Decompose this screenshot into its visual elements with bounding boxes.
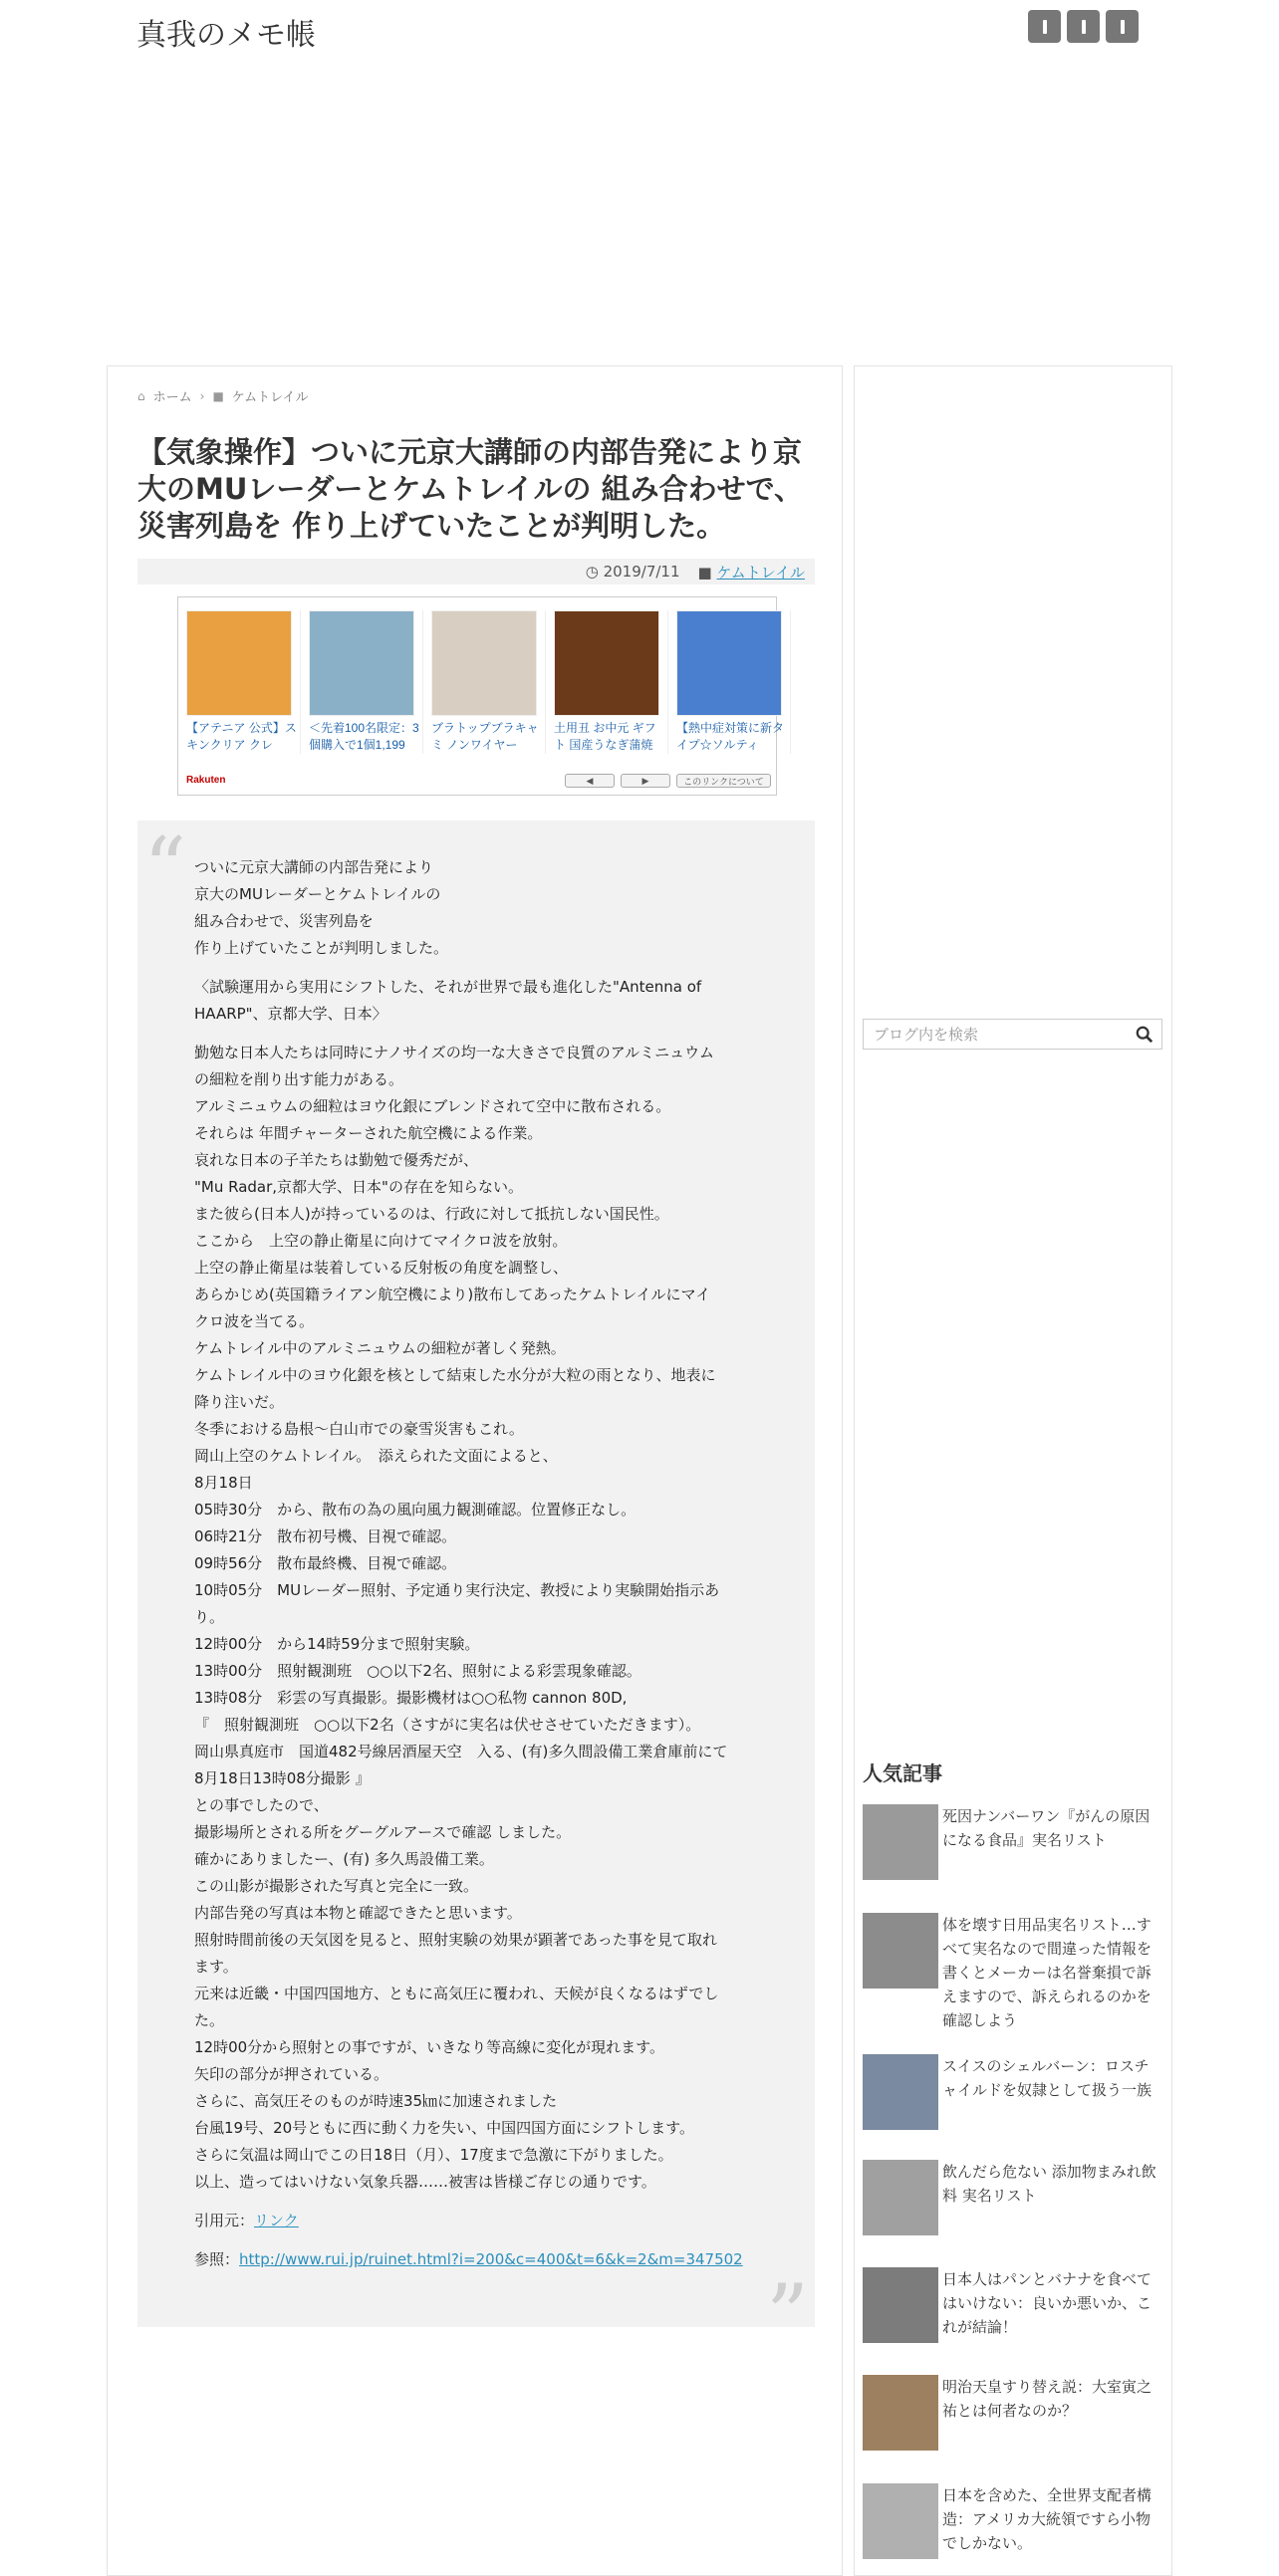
share-button-2[interactable]	[1067, 10, 1100, 43]
popular-thumbnail[interactable]	[863, 2054, 938, 2130]
ad-caption[interactable]: ＜先着100名限定：3個購入で1個1,199	[309, 721, 419, 752]
breadcrumb-home[interactable]: ホーム	[152, 390, 192, 405]
ad-caption[interactable]: 【アテニア 公式】スキンクリア クレ	[186, 721, 297, 752]
ad-item[interactable]	[676, 610, 791, 754]
popular-thumbnail[interactable]	[863, 1804, 938, 1880]
quote-line: また彼ら(日本人)が持っているのは、行政に対して抵抗しない国民性。	[194, 1205, 669, 1223]
quote-body	[194, 854, 767, 2285]
ad-prev-button[interactable]: ◀	[565, 774, 615, 788]
share-icon	[1082, 20, 1086, 34]
ad-caption[interactable]: ブラトップブラキャミ ノンワイヤー	[431, 721, 539, 752]
quote-line: 『 照射観測班 ○○以下2名（さすがに実名は伏せさせていただきます）。	[194, 1716, 701, 1734]
share-button-1[interactable]	[1028, 10, 1061, 43]
quote-intro	[194, 854, 767, 962]
ad-product-image[interactable]	[554, 610, 659, 716]
close-quote-icon: ”	[766, 2266, 809, 2364]
quote-line: 照射時間前後の天気図を見ると、照射実験の効果が顕著であった事を見て取れ	[194, 1931, 717, 1949]
quote-line: 8月18日	[194, 1474, 253, 1492]
main-content	[107, 365, 843, 2576]
ad-product-image[interactable]	[676, 610, 782, 716]
quote-line: との事でしたので、	[194, 1796, 329, 1814]
quote-line: 岡山県真庭市 国道482号線居酒屋天空 入る、(有)多久間設備工業倉庫前にて	[194, 1743, 728, 1760]
quote-line: 岡山上空のケムトレイル。 添えられた文面によると、	[194, 1447, 558, 1465]
quote-main	[194, 1040, 767, 2196]
ad-widget	[177, 596, 785, 796]
quote-line: 作り上げていたことが判明しました。	[194, 939, 449, 957]
popular-thumbnail[interactable]	[863, 2483, 938, 2559]
quote-line: 〈試験運用から実用にシフトした、それが世界で最も進化した"Antenna of	[194, 978, 702, 996]
quote-line: アルミニュウムの細粒はヨウ化銀にブレンドされて空中に散布される。	[194, 1097, 671, 1115]
popular-link[interactable]: 明治天皇すり替え説：大室寅之祐とは何者なのか？	[942, 2378, 1152, 2420]
quote-line: 撮影場所とされる所をグーグルアースで確認 しました。	[194, 1823, 572, 1841]
quote-line: 以上、造ってはいけない気象兵器……被害は皆様ご存じの通りです。	[194, 2173, 656, 2191]
search-icon[interactable]	[1136, 1026, 1153, 1044]
popular-link[interactable]: 死因ナンバーワン『がんの原因になる食品』実名リスト	[942, 1807, 1151, 1849]
breadcrumb-category[interactable]: ケムトレイル	[231, 390, 309, 405]
quote-line: 13時08分 彩雲の写真撮影。撮影機材は○○私物 cannon 80D,	[194, 1689, 628, 1707]
popular-thumbnail[interactable]	[863, 2375, 938, 2451]
quote-line: 元来は近畿・中国四国地方、ともに高気圧に覆われ、天候が良くなるはずでし	[194, 1985, 719, 2002]
folder-icon: ■	[697, 563, 712, 582]
popular-thumbnail[interactable]	[863, 1913, 938, 1989]
quote-line: 10時05分 MUレーダー照射、予定通り実行決定、教授により実験開始指示あ	[194, 1581, 720, 1599]
ad-product-image[interactable]	[309, 610, 414, 716]
open-quote-icon: “	[143, 820, 186, 917]
quote-line: 12時00分 から14時59分まで照射実験。	[194, 1635, 480, 1653]
popular-title: 人気記事	[863, 1761, 942, 1785]
quote-line: 矢印の部分が押されている。	[194, 2065, 389, 2083]
popular-thumbnail[interactable]	[863, 2160, 938, 2235]
quote-line: 哀れな日本の子羊たちは勤勉で優秀だが、	[194, 1151, 479, 1169]
ref-row	[194, 2246, 767, 2273]
quote-line: さらに、高気圧そのものが時速35㎞に加速されました	[194, 2092, 558, 2110]
ref-label: 参照：	[194, 2250, 240, 2268]
popular-link[interactable]: スイスのシェルバーン：ロスチャイルドを奴隷として扱う一族	[942, 2057, 1152, 2099]
popular-link[interactable]: 日本人はパンとバナナを食べてはいけない：良いか悪いか、これが結論！	[942, 2270, 1152, 2336]
quote-line: ついに元京大講師の内部告発により	[194, 858, 434, 876]
popular-link[interactable]: 飲んだら危ない 添加物まみれ飲料 実名リスト	[942, 2163, 1156, 2205]
cite-row	[194, 2208, 767, 2234]
quote-line: 05時30分 から、散布の為の風向風力観測確認。位置修正なし。	[194, 1501, 637, 1519]
quote-line: "Mu Radar,京都大学、日本"の存在を知らない。	[194, 1178, 523, 1196]
quote-line: ケムトレイル中のヨウ化銀を核として結束した水分が大粒の雨となり、地表に	[194, 1366, 716, 1384]
quote-line: ここから 上空の静止衛星に向けてマイクロ波を放射。	[194, 1232, 568, 1250]
quote-line: この山影が撮影された写真と完全に一致。	[194, 1877, 479, 1895]
quote-line: 06時21分 散布初号機、目視で確認。	[194, 1527, 457, 1545]
quote-line: 上空の静止衛星は装着している反射板の角度を調整し、	[194, 1259, 569, 1277]
quote-line: り。	[194, 1608, 225, 1626]
clock-icon: ◷	[585, 563, 599, 581]
folder-icon: ■	[212, 388, 224, 403]
cite-link[interactable]: リンク	[254, 2212, 299, 2229]
quote-sub	[194, 974, 767, 1028]
ad-items	[186, 610, 799, 754]
quote-line: 降り注いだ。	[194, 1393, 285, 1411]
ad-product-image[interactable]	[431, 610, 537, 716]
quote-line: 京大のMUレーダーとケムトレイルの	[194, 885, 441, 903]
popular-link[interactable]: 体を壊す日用品実名リスト…すべて実名なので間違った情報を書くとメーカーは名誉棄損で訴えますので、訴えられるのかを確認しよう	[942, 1916, 1152, 2029]
quote-line: の細粒を削り出す能力がある。	[194, 1070, 404, 1088]
ad-caption[interactable]: 土用丑 お中元 ギフト 国産うなぎ蒲焼	[554, 721, 656, 752]
quote-line: 09時56分 散布最終機、目視で確認。	[194, 1554, 457, 1572]
quote-line: さらに気温は岡山でこの日18日（月）、17度まで急激に下がりました。	[194, 2146, 673, 2164]
category-wrap	[698, 562, 805, 583]
popular-thumbnail[interactable]	[863, 2267, 938, 2343]
date-wrap	[586, 563, 680, 581]
breadcrumb	[137, 386, 309, 405]
quote-line: ケムトレイル中のアルミニュウムの細粒が著しく発熱。	[194, 1339, 566, 1357]
quote-line: 確かにありましたー、(有) 多久馬設備工業。	[194, 1850, 494, 1868]
ad-item[interactable]	[186, 610, 301, 754]
quote-line: クロ波を当てる。	[194, 1312, 315, 1330]
share-icon	[1043, 20, 1047, 34]
quote-line: 勤勉な日本人たちは同時にナノサイズの均一な大きさで良質のアルミニュウム	[194, 1044, 715, 1061]
quote-line: 8月18日13時08分撮影 』	[194, 1769, 371, 1787]
share-icon	[1121, 20, 1125, 34]
ad-item[interactable]	[431, 610, 546, 754]
quote-line: それらは 年間チャーターされた航空機による作業。	[194, 1124, 543, 1142]
article-date: 2019/7/11	[603, 563, 680, 581]
article-meta	[137, 559, 815, 585]
article-category-link[interactable]: ケムトレイル	[716, 563, 805, 582]
article-title: 【気象操作】ついに元京大講師の内部告発により京大のMUレーダーとケムトレイルの 組み合わせで、災害列島を 作り上げていたことが判明した。	[137, 435, 804, 543]
quote-line: 内部告発の写真は本物と確認できたと思います。	[194, 1904, 522, 1922]
search-input[interactable]: ブログ内を検索	[863, 1019, 1162, 1050]
blockquote	[137, 820, 815, 2364]
ad-item[interactable]	[309, 610, 423, 754]
quote-line: あらかじめ(英国籍ライアン航空機により)散布してあったケムトレイルにマイ	[194, 1286, 711, 1303]
site-title[interactable]: 真我のメモ帳	[136, 18, 316, 53]
sidebar	[854, 365, 1172, 2576]
ad-logo: Rakuten	[186, 775, 226, 786]
ad-about-link[interactable]: このリンクについて	[676, 774, 771, 788]
ref-link[interactable]: http://www.rui.jp/ruinet.html?i=200&c=400&t=6&k=2&m=347502	[239, 2250, 743, 2268]
quote-line: 冬季における島根～白山市での豪雪災害もこれ。	[194, 1420, 524, 1438]
quote-line: 台風19号、20号ともに西に動く力を失い、中国四国方面にシフトします。	[194, 2119, 694, 2137]
home-icon: ⌂	[137, 388, 145, 403]
quote-line: HAARP"、京都大学、日本〉	[194, 1005, 387, 1023]
quote-line: ます。	[194, 1958, 238, 1976]
quote-line: た。	[194, 2011, 225, 2029]
popular-link[interactable]: 日本を含めた、全世界支配者構造：アメリカ大統領ですら小物でしかない。	[942, 2486, 1152, 2552]
ad-item[interactable]	[554, 610, 668, 754]
quote-line: 13時00分 照射観測班 ○○以下2名、照射による彩雲現象確認。	[194, 1662, 641, 1680]
ad-caption[interactable]: 【熱中症対策に新タイプ☆ソルティ	[676, 721, 785, 752]
quote-line: 組み合わせで、災害列島を	[194, 912, 374, 930]
social-buttons	[1028, 10, 1139, 43]
ad-next-button[interactable]: ▶	[621, 774, 670, 788]
quote-line: 12時00分から照射との事ですが、いきなり等高線に変化が現れます。	[194, 2038, 664, 2056]
cite-label: 引用元：	[194, 2212, 255, 2229]
share-button-3[interactable]	[1106, 10, 1139, 43]
chevron-right-icon: ›	[199, 388, 205, 403]
ad-product-image[interactable]	[186, 610, 292, 716]
